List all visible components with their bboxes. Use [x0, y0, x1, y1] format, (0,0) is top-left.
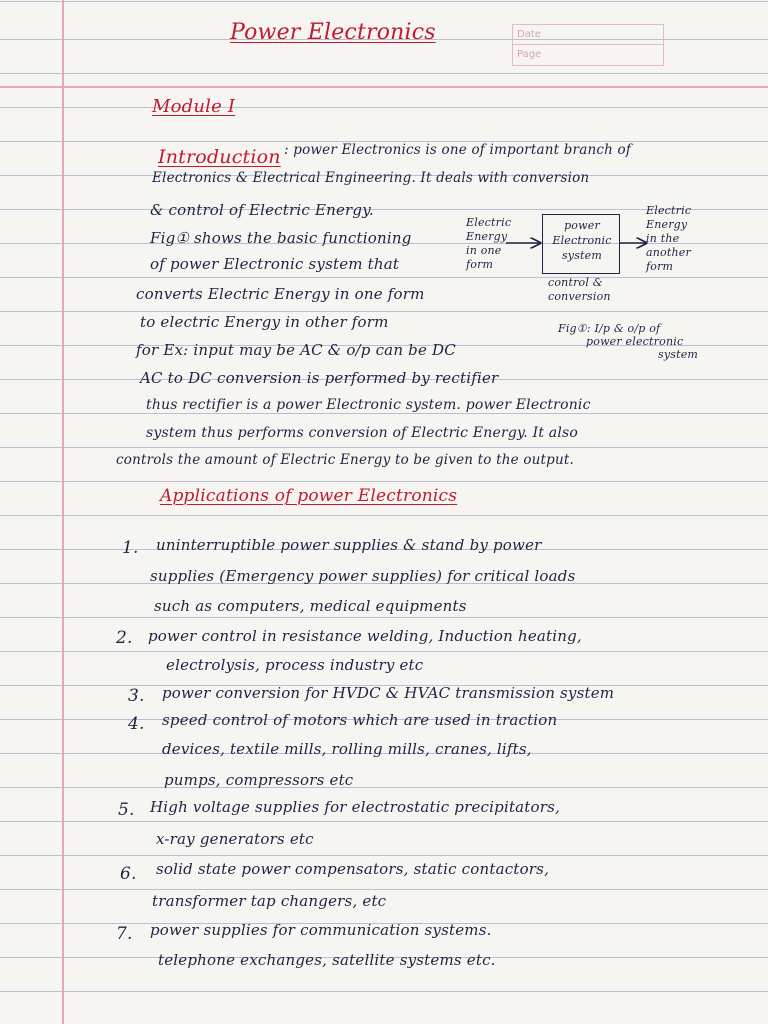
intro-line: converts Electric Energy in one form [136, 285, 425, 303]
intro-line: Fig① shows the basic functioning [150, 229, 412, 247]
app-item-number: 6. [120, 864, 137, 884]
intro-line: Electronics & Electrical Engineering. It deals with conversion [152, 170, 590, 186]
intro-line: & control of Electric Energy. [150, 201, 374, 219]
diagram-box-caption: control & conversion [548, 276, 611, 303]
diagram-output-label: Electric Energy in the another form [646, 204, 692, 273]
app-item-number: 7. [116, 924, 133, 944]
app-item-number: 3. [128, 686, 145, 706]
intro-line: to electric Energy in other form [140, 313, 389, 331]
app-item-line: pumps, compressors etc [164, 771, 354, 789]
diagram-box-label: power Electronic system [552, 219, 612, 262]
module-heading: Module I [152, 96, 236, 117]
app-item-line: High voltage supplies for electrostatic precipitators, [150, 798, 561, 816]
app-item-line: x-ray generators etc [156, 830, 314, 848]
app-item-line: solid state power compensators, static contactors, [156, 860, 550, 878]
app-item-line: such as computers, medical equipments [154, 597, 467, 615]
app-item-number: 4. [128, 714, 145, 734]
page-label: Page [517, 49, 542, 60]
app-item-line: supplies (Emergency power supplies) for critical loads [150, 567, 576, 585]
app-item-number: 1. [122, 538, 139, 558]
app-item-line: power supplies for communication systems. [150, 921, 492, 939]
figure-caption: Fig①: I/p & o/p of power electronic system [558, 322, 699, 361]
diagram-input-label: Electric Energy in one form [466, 216, 512, 271]
app-item-line: transformer tap changers, etc [152, 892, 387, 910]
page-title: Power Electronics [230, 20, 436, 45]
intro-line: of power Electronic system that [150, 255, 400, 273]
intro-line: AC to DC conversion is performed by rectifier [140, 369, 499, 387]
intro-line: thus rectifier is a power Electronic system. power Electronic [146, 397, 591, 413]
intro-line: controls the amount of Electric Energy to be given to the output. [116, 452, 575, 468]
app-item-line: devices, textile mills, rolling mills, cranes, lifts, [162, 740, 532, 758]
app-item-line: power control in resistance welding, Induction heating, [148, 627, 582, 645]
app-item-line: uninterruptible power supplies & stand by power [156, 536, 542, 554]
app-item-number: 2. [116, 628, 133, 648]
app-item-number: 5. [118, 800, 135, 820]
intro-heading: Introduction [158, 146, 281, 168]
app-item-line: electrolysis, process industry etc [166, 656, 424, 674]
intro-line: : power Electronics is one of important branch of [284, 142, 632, 158]
app-item-line: power conversion for HVDC & HVAC transmission system [162, 684, 615, 702]
intro-line: for Ex: input may be AC & o/p can be DC [136, 341, 456, 359]
intro-line: system thus performs conversion of Electric Energy. It also [146, 425, 579, 441]
date-label: Date [513, 25, 663, 45]
app-item-line: speed control of motors which are used in traction [162, 711, 558, 729]
app-item-line: telephone exchanges, satellite systems etc. [158, 951, 496, 969]
applications-heading: Applications of power Electronics [160, 486, 458, 506]
